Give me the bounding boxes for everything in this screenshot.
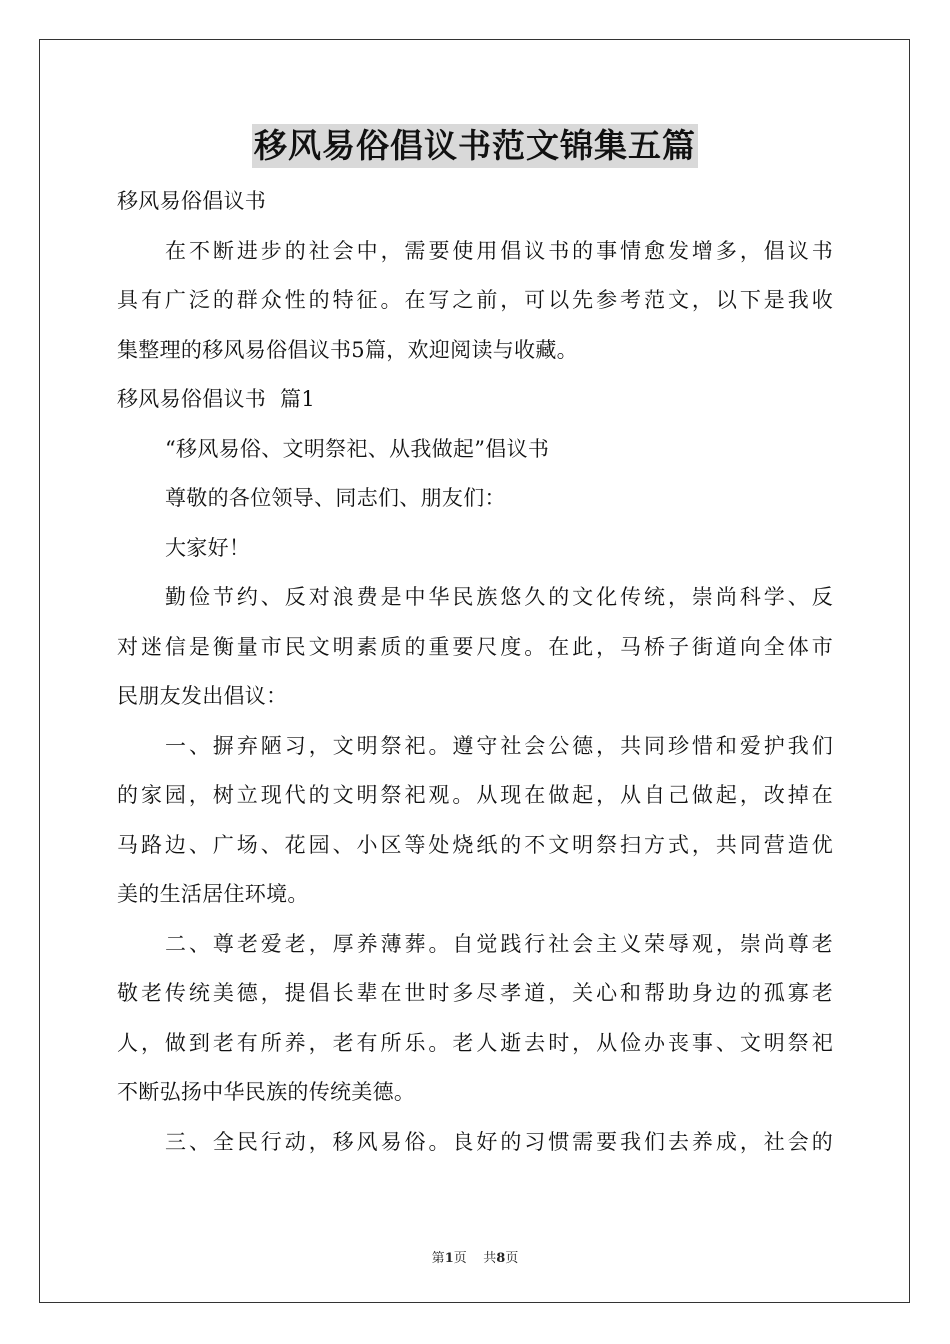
section-heading: 移风易俗倡议书 篇1 bbox=[117, 387, 316, 411]
document-title: 移风易俗倡议书范文锦集五篇 bbox=[252, 124, 698, 168]
paragraph-line: 一、摒弃陋习，文明祭祀。遵守社会公德，共同珍惜和爱护我们 bbox=[165, 733, 833, 758]
title-wrap bbox=[0, 124, 950, 168]
paragraph-line: 敬老传统美德，提倡长辈在世时多尽孝道，关心和帮助身边的孤寡老 bbox=[117, 981, 833, 1005]
page-footer bbox=[0, 1247, 950, 1266]
salutation: 尊敬的各位领导、同志们、朋友们： bbox=[165, 486, 506, 510]
paragraph-line: 马路边、广场、花园、小区等处烧纸的不文明祭扫方式，共同营造优 bbox=[117, 832, 833, 857]
paragraph-line: 具有广泛的群众性的特征。在写之前，可以先参考范文，以下是我收 bbox=[117, 288, 833, 312]
page-suffix: 页 bbox=[505, 1251, 519, 1266]
paragraph-line: 美的生活居住环境。 bbox=[117, 882, 309, 906]
greeting: 大家好！ bbox=[165, 535, 251, 560]
paragraph-line: 二、尊老爱老，厚养薄葬。自觉践行社会主义荣辱观，崇尚尊老 bbox=[165, 931, 833, 956]
section-heading: 移风易俗倡议书 bbox=[117, 189, 267, 213]
paragraph-line: 不断弘扬中华民族的传统美德。 bbox=[117, 1080, 416, 1104]
paragraph-line: 三、全民行动，移风易俗。良好的习惯需要我们去养成，社会的 bbox=[165, 1129, 833, 1154]
page-mid: 页 共 bbox=[453, 1251, 497, 1266]
paragraph-line: 对迷信是衡量市民文明素质的重要尺度。在此，马桥子街道向全体市 bbox=[117, 634, 833, 659]
paragraph-line: 在不断进步的社会中，需要使用倡议书的事情愈发增多，倡议书 bbox=[165, 238, 833, 263]
paragraph-line: 民朋友发出倡议： bbox=[117, 684, 288, 708]
paragraph-line: 勤俭节约、反对浪费是中华民族悠久的文化传统，崇尚科学、反 bbox=[165, 585, 833, 609]
document-body bbox=[117, 177, 833, 1167]
paragraph-line: 的家园，树立现代的文明祭祀观。从现在做起，从自己做起，改掉在 bbox=[117, 783, 833, 807]
paragraph-line: 集整理的移风易俗倡议书5篇，欢迎阅读与收藏。 bbox=[117, 337, 578, 362]
current-page-number: 1 bbox=[444, 1251, 454, 1266]
page-prefix: 第 bbox=[431, 1251, 445, 1266]
total-page-number: 8 bbox=[496, 1251, 506, 1266]
paragraph-line: 人，做到老有所养，老有所乐。老人逝去时，从俭办丧事、文明祭祀 bbox=[117, 1030, 833, 1055]
letter-title: “移风易俗、文明祭祀、从我做起”倡议书 bbox=[165, 436, 550, 461]
